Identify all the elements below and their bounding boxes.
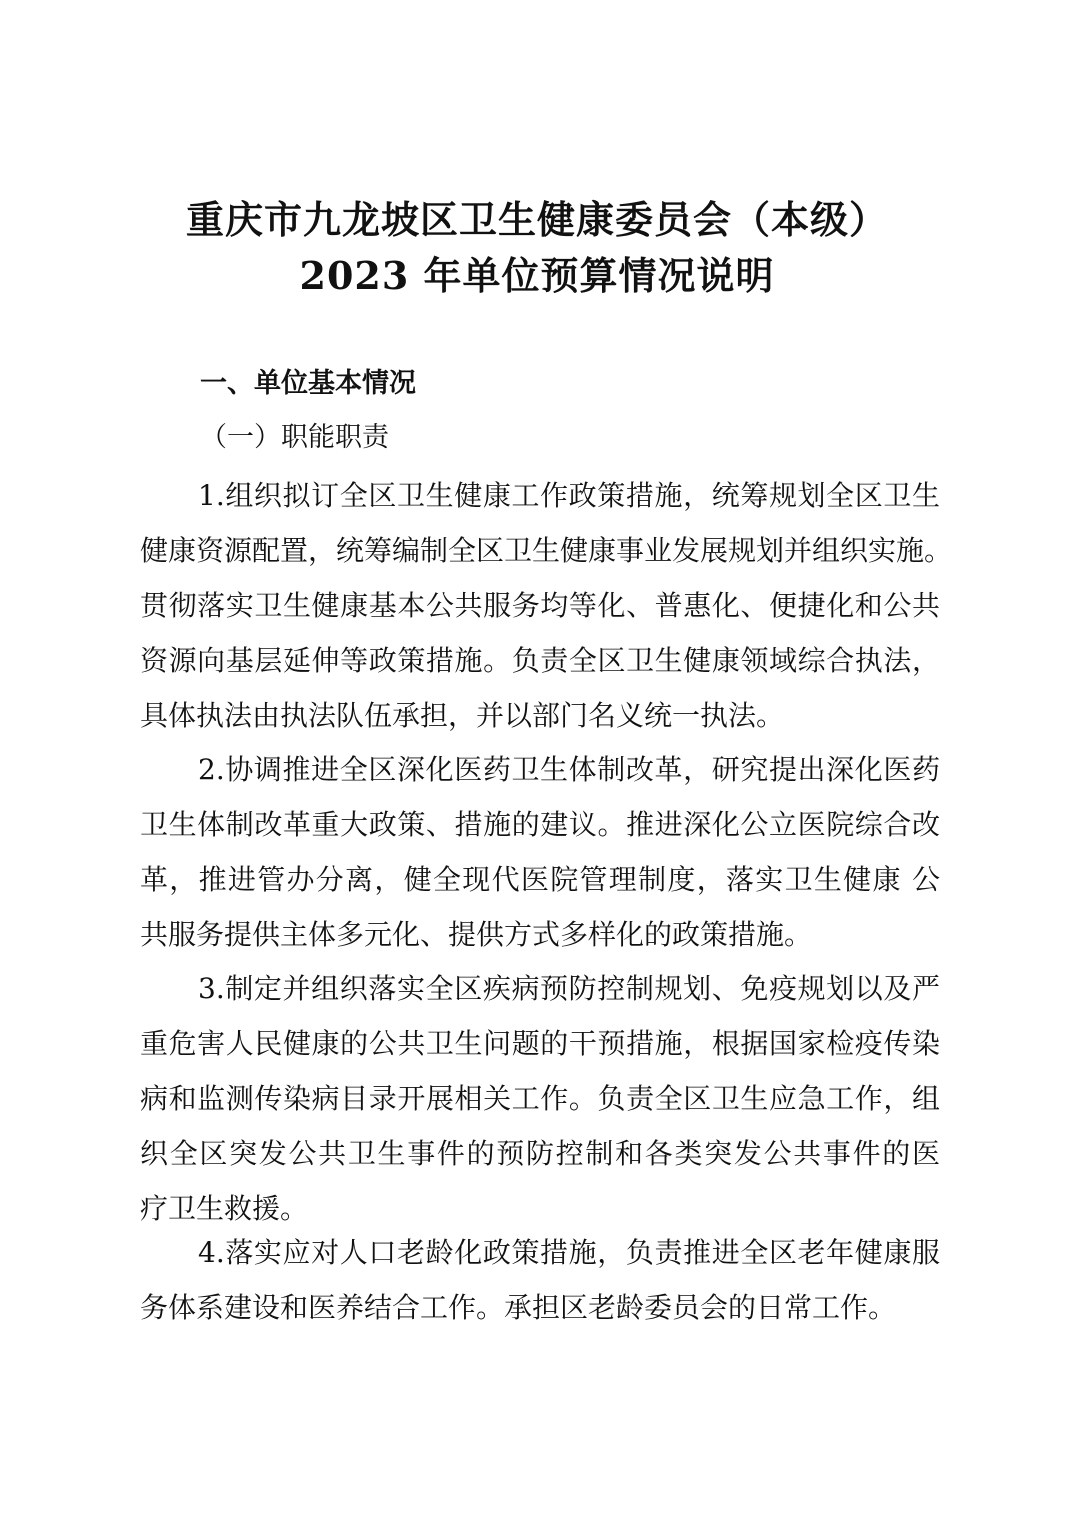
- paragraph-line: 贯彻落实卫生健康基本公共服务均等化、普惠化、便捷化和公共: [140, 589, 940, 622]
- paragraph-3: [140, 961, 940, 1236]
- paragraph-line: 织全区突发公共卫生事件的预防控制和各类突发公共事件的医: [140, 1137, 940, 1170]
- paragraph-line: 共服务提供主体多元化、提供方式多样化的政策措施。: [140, 918, 813, 951]
- paragraph-line: 2.协调推进全区深化医药卫生体制改革，研究提出深化医药: [198, 753, 940, 786]
- paragraph-line: 4.落实应对人口老龄化政策措施，负责推进全区老年健康服: [198, 1236, 940, 1269]
- paragraph-line: 3.制定并组织落实全区疾病预防控制规划、免疫规划以及严: [198, 972, 940, 1005]
- paragraph-1: [140, 468, 953, 743]
- paragraph-2: [140, 742, 940, 962]
- paragraph-line: 具体执法由执法队伍承担，并以部门名义统一执法。: [140, 699, 785, 732]
- subsection-heading-functions: （一）职能职责: [200, 422, 389, 453]
- paragraph-line: 健康资源配置，统筹编制全区卫生健康事业发展规划并组织实施。: [140, 534, 953, 567]
- document-title-line1: 重庆市九龙坡区卫生健康委员会（本级）: [185, 197, 888, 242]
- paragraph-line: 重危害人民健康的公共卫生问题的干预措施，根据国家检疫传染: [140, 1027, 940, 1060]
- paragraph-line: 卫生体制改革重大政策、措施的建议。推进深化公立医院综合改: [140, 808, 940, 841]
- paragraph-line: 1.组织拟订全区卫生健康工作政策措施，统筹规划全区卫生: [198, 479, 940, 512]
- paragraph-line: 革，推进管办分离，健全现代医院管理制度，落实卫生健康 公: [140, 863, 940, 896]
- paragraph-line: 病和监测传染病目录开展相关工作。负责全区卫生应急工作，组: [140, 1082, 940, 1115]
- paragraph-4: [140, 1225, 940, 1335]
- paragraph-line: 疗卫生救援。: [140, 1192, 309, 1225]
- paragraph-line: 务体系建设和医养结合工作。承担区老龄委员会的日常工作。: [140, 1291, 897, 1324]
- paragraph-line: 资源向基层延伸等政策措施。负责全区卫生健康领域综合执法，: [140, 644, 940, 677]
- section-heading-basic-info: 一、单位基本情况: [200, 368, 416, 399]
- document-title-line2: 2023 年单位预算情况说明: [299, 253, 775, 298]
